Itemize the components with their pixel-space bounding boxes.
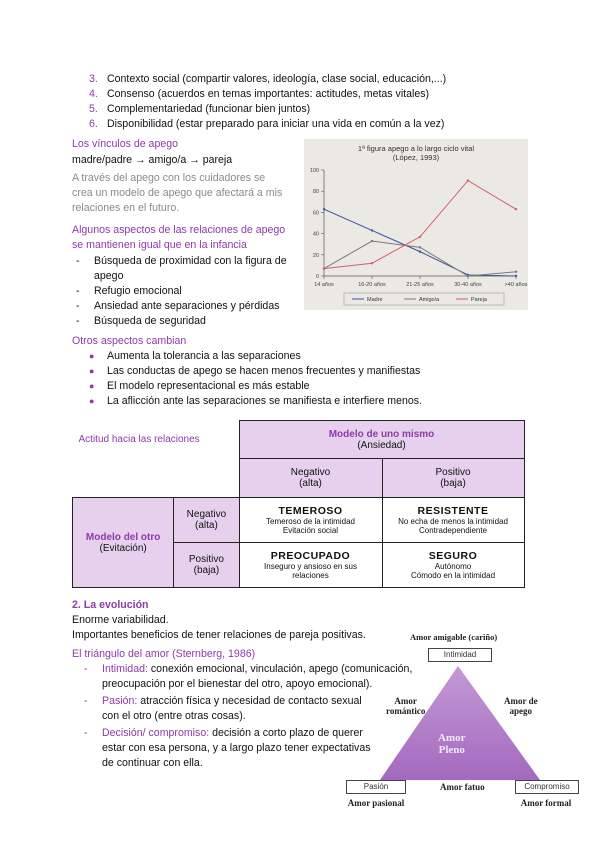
chart-point xyxy=(467,275,469,277)
self-model-header: Modelo de uno mismo (Ansiedad) xyxy=(239,421,524,459)
chart-legend-label: Pareja xyxy=(471,297,487,303)
box-pasion: Pasión xyxy=(346,780,406,794)
label-amor-pasional: Amor pasional xyxy=(347,798,405,808)
chart-x-tick-label: 30-40 años xyxy=(454,282,482,288)
cell-preocupado: PREOCUPADO Inseguro y ansioso en sus relaciones xyxy=(239,543,382,588)
chart-x-tick-label: 21-25 años xyxy=(406,282,434,288)
section-heading-mantienen: Algunos aspectos de las relaciones de apego xyxy=(72,224,286,236)
list-item-cont: apego xyxy=(94,270,124,282)
list-item: - Refugio emocional xyxy=(76,285,182,297)
paragraph-line: Enorme variabilidad. xyxy=(72,614,169,626)
chart-point xyxy=(419,246,421,248)
chart-point xyxy=(467,179,469,181)
row-positivo: Positivo (baja) xyxy=(174,543,239,588)
chart-y-tick-label: 100 xyxy=(309,168,319,174)
triangle-fill xyxy=(380,666,540,780)
list-item: ● Aumenta la tolerancia a las separaciones xyxy=(89,350,301,362)
list-item-cont: estar con esa persona, y a largo plazo tener expectativas xyxy=(102,742,371,754)
label-amor-amigable: Amor amigable (cariño) xyxy=(410,632,498,642)
list-item: - Búsqueda de proximidad con la figura de xyxy=(76,255,287,267)
chart-x-tick-label: 14 años xyxy=(314,282,334,288)
chart-title: 1ª figura apego a lo largo ciclo vital xyxy=(357,144,475,153)
label-amor-formal: Amor formal xyxy=(520,798,572,808)
chart-x-tick-label: 16-20 años xyxy=(358,282,386,288)
chart-point xyxy=(515,271,517,273)
box-compromiso: Compromiso xyxy=(515,780,579,794)
chart-subtitle: (López, 1993) xyxy=(392,153,440,162)
chart-point xyxy=(515,275,517,277)
list-item: - Pasión: atracción física y necesidad de contacto sexual xyxy=(84,695,362,707)
table-corner: Actitud hacia las relaciones xyxy=(78,434,200,445)
paragraph-line: Importantes beneficios de tener relaciones de pareja positivas. xyxy=(72,629,366,641)
love-triangle-diagram xyxy=(340,630,590,845)
chart-x-tick-label: >40 años xyxy=(504,282,528,288)
label-amor-apego: Amor de apego xyxy=(504,696,538,716)
chart-point xyxy=(419,236,421,238)
chart-y-tick-label: 20 xyxy=(312,252,319,259)
paragraph-line: A través del apego con los cuidadores se xyxy=(72,172,266,184)
section-heading-evolucion: 2. La evolución xyxy=(72,599,149,611)
col-positivo: Positivo (baja) xyxy=(382,459,524,498)
list-item: - Ansiedad ante separaciones y pérdidas xyxy=(76,300,280,312)
list-item-cont: con el otro (entre otras cosas). xyxy=(102,710,246,722)
attachment-sequence: madre/padre → amigo/a → pareja xyxy=(72,154,233,166)
section-heading-vinculos: Los vínculos de apego xyxy=(72,138,179,150)
chart-point xyxy=(371,229,373,231)
label-amor-pleno: Amor Pleno xyxy=(438,732,466,756)
chart-point xyxy=(371,240,373,242)
chart-y-tick-label: 40 xyxy=(312,231,319,238)
list-item: 4. Consenso (acuerdos en temas importantes: actitudes, metas vitales) xyxy=(89,88,430,100)
chart-point xyxy=(323,208,325,210)
list-item: 5. Complementariedad (funcionar bien juntos) xyxy=(89,103,311,115)
attachment-table xyxy=(72,420,525,588)
paragraph-line: crea un modelo de apego que afectará a mis xyxy=(72,187,283,199)
col-negativo: Negativo (alta) xyxy=(239,459,382,498)
chart-y-tick-label: 60 xyxy=(312,210,319,217)
other-model-header: Modelo del otro (Evitación) xyxy=(73,498,174,588)
label-amor-fatuo: Amor fatuo xyxy=(440,782,485,792)
list-item: 3. Contexto social (compartir valores, ideología, clase social, educación,...) xyxy=(89,73,447,85)
cell-seguro: SEGURO Autónomo Cómodo en la intimidad xyxy=(382,543,524,588)
chart-series-line-madre xyxy=(324,209,516,276)
list-item-cont: de continuar con ella. xyxy=(102,757,203,769)
section-heading-cambian: Otros aspectos cambian xyxy=(72,335,187,347)
cell-resistente: RESISTENTE No echa de menos la intimidad Contradependiente xyxy=(382,498,524,543)
chart-legend-label: Madre xyxy=(367,297,383,303)
chart-point xyxy=(515,208,517,210)
list-item: - Búsqueda de seguridad xyxy=(76,315,206,327)
paragraph-line: relaciones en el futuro. xyxy=(72,202,180,214)
list-item: ● La aflicción ante las separaciones se manifiesta e interfiere menos. xyxy=(89,395,423,407)
list-item: 6. Disponibilidad (estar preparado para iniciar una vida en común a la vez) xyxy=(89,118,445,130)
list-item: - Decisión/ compromiso: decisión a corto plazo de querer xyxy=(84,727,363,739)
list-item: ● Las conductas de apego se hacen menos frecuentes y manifiestas xyxy=(89,365,421,377)
list-item: - Intimidad: conexión emocional, vinculación, apego (comunicación, xyxy=(84,663,413,675)
chart-point xyxy=(419,250,421,252)
cell-temeroso: TEMEROSO Temeroso de la intimidad Evitación social xyxy=(239,498,382,543)
section-heading-triangulo: El triángulo del amor (Sternberg, 1986) xyxy=(72,648,256,660)
section-heading-mantienen-2: se mantienen igual que en la infancia xyxy=(72,239,247,251)
chart-point xyxy=(371,262,373,264)
label-amor-romantico: Amor romántico xyxy=(386,696,426,716)
chart-y-tick-label: 80 xyxy=(312,189,319,196)
chart-legend-label: Amigo/a xyxy=(419,297,440,303)
row-negativo: Negativo (alta) xyxy=(174,498,239,543)
list-item: ● El modelo representacional es más estable xyxy=(89,380,310,392)
chart-point xyxy=(323,267,325,269)
chart-svg xyxy=(304,139,528,310)
attachment-chart xyxy=(304,139,528,310)
chart-y-tick-label: 0 xyxy=(315,274,319,280)
list-item-cont: preocupación por el bienestar del otro, apoyo emocional). xyxy=(102,678,373,690)
box-intimidad: Intimidad xyxy=(428,648,492,662)
chart-series-line-pareja xyxy=(324,181,516,269)
